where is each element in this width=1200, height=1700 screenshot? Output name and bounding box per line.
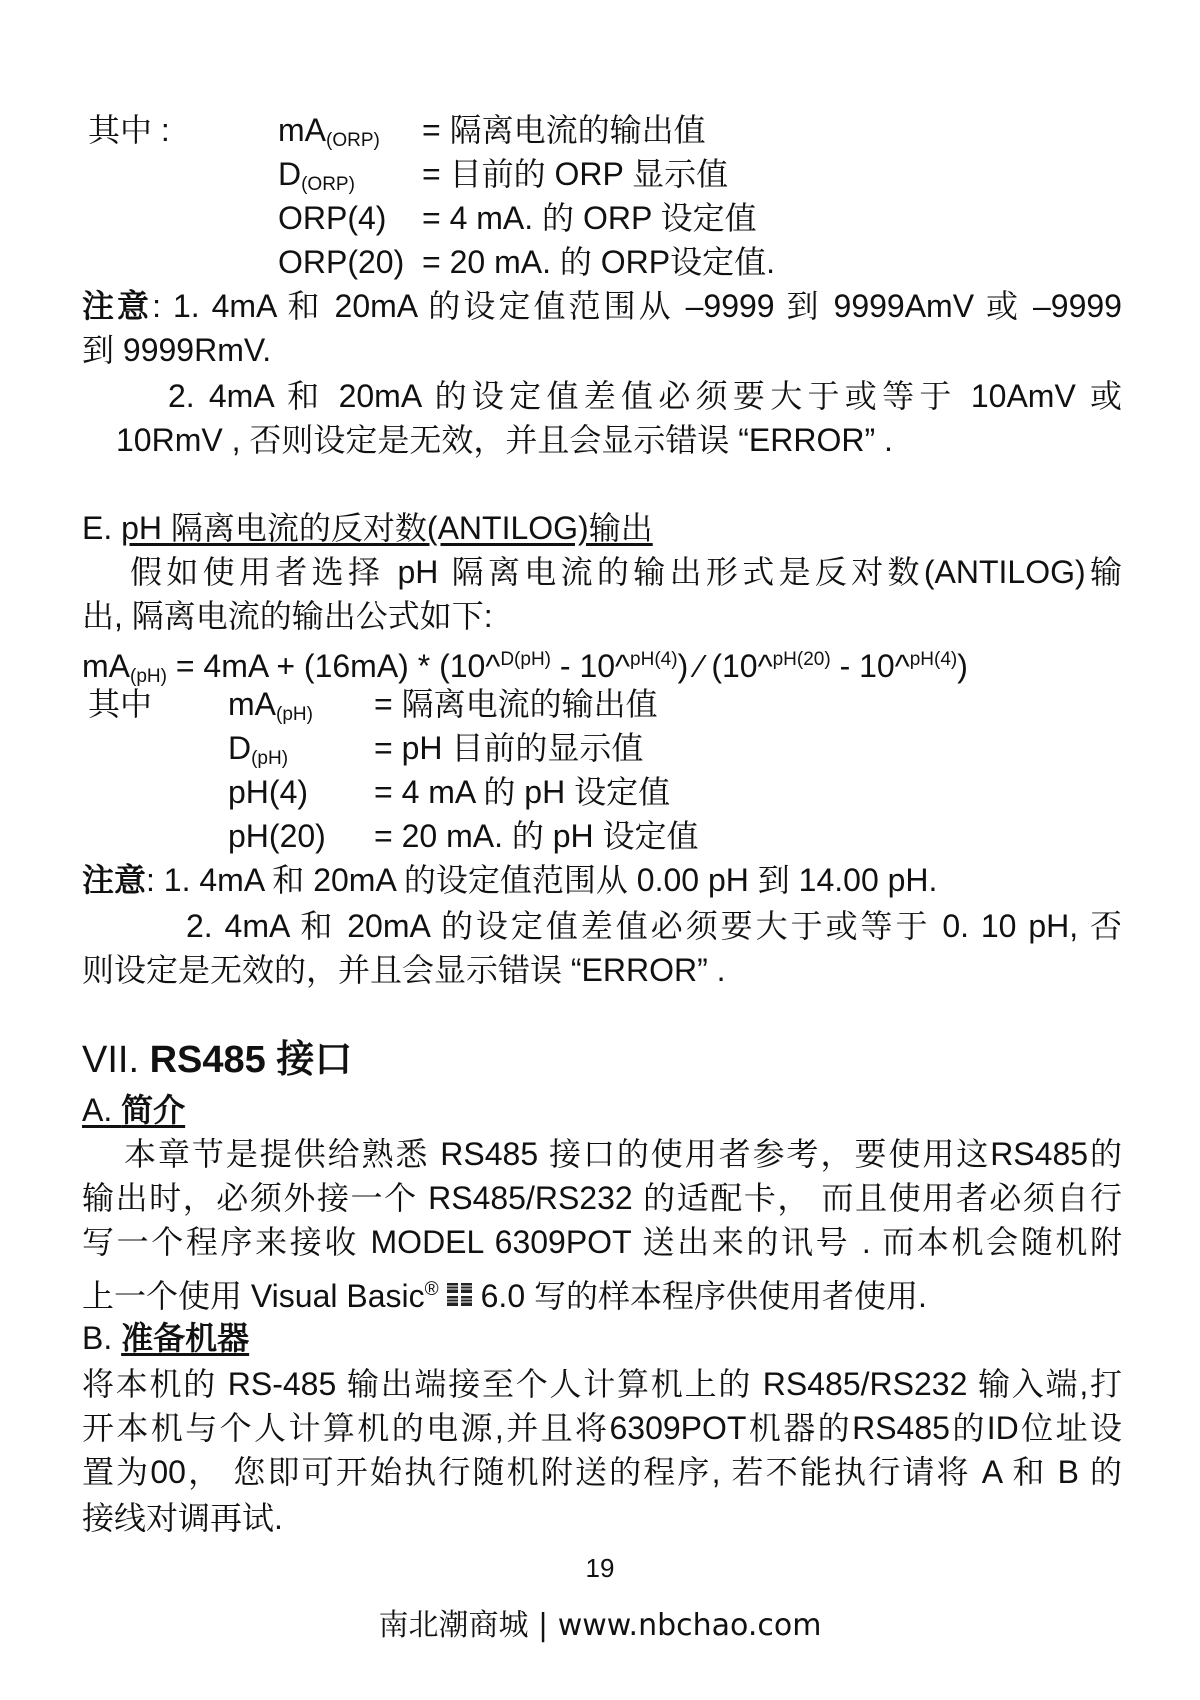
ph-var-d-def: = pH 目前的显示值 bbox=[374, 730, 644, 766]
orp-vars-lead: 其中 : bbox=[88, 112, 170, 148]
orp-var-d-name: D bbox=[278, 156, 302, 192]
orp-note-label: 注意 bbox=[82, 288, 153, 324]
subsection-a-line4 bbox=[82, 1268, 927, 1318]
ph-note-line1 bbox=[82, 858, 937, 902]
orp-note-line1 bbox=[82, 284, 1122, 328]
subsection-a-prefix: A. bbox=[82, 1092, 122, 1128]
ph-var-ma-def: = 隔离电流的输出值 bbox=[374, 686, 658, 722]
orp-var-ma-def: = 隔离电流的输出值 bbox=[422, 112, 706, 148]
formula-ma: mA bbox=[82, 648, 130, 684]
formula-part5: ) bbox=[957, 648, 968, 684]
page-number: 19 bbox=[585, 1553, 615, 1583]
formula-part4: - 10^ bbox=[830, 648, 910, 684]
formula-sup2: pH(4) bbox=[630, 649, 678, 670]
subsection-b-heading bbox=[82, 1316, 249, 1360]
orp-var-d-sub: (ORP) bbox=[301, 174, 355, 195]
section-vii-num: VII. bbox=[82, 1039, 150, 1081]
subsection-a-line2: 输出时，必须外接一个 RS485/RS232 的适配卡， 而且使用者必须自行 bbox=[82, 1180, 1122, 1216]
section-e-prefix: E. bbox=[82, 510, 122, 546]
formula-part3: ) ∕ (10^ bbox=[677, 648, 773, 684]
orp-var-orp20-def: = 20 mA. 的 ORP设定值. bbox=[422, 244, 775, 280]
subsection-a-title: 简介 bbox=[121, 1092, 186, 1128]
orp-var-orp4: ORP(4) bbox=[278, 200, 387, 236]
section-e-title: pH 隔离电流的反对数(ANTILOG)输出 bbox=[121, 510, 653, 546]
site-footer: 南北潮商城 | www.nbchao.com bbox=[378, 1608, 822, 1643]
formula-sup4: pH(4) bbox=[909, 649, 958, 670]
section-vii-heading bbox=[82, 1036, 352, 1084]
section-e-para1: 假如使用者选择 pH 隔离电流的输出形式是反对数(ANTILOG)输 bbox=[130, 554, 1122, 590]
subsection-a-heading bbox=[82, 1088, 185, 1132]
ph-var-ma-name: mA bbox=[228, 686, 276, 722]
ph-var-ph4-def: = 4 mA 的 pH 设定值 bbox=[374, 774, 671, 810]
ph-note-text1: : 1. 4mA 和 20mA 的设定值范围从 0.00 pH 到 14.00 pH. bbox=[146, 862, 938, 898]
ph-note-line2b: 则设定是无效的，并且会显示错误 “ERROR” . bbox=[82, 952, 726, 988]
ph-vars-lead: 其中 bbox=[88, 686, 153, 722]
orp-note-line2b: 10RmV , 否则设定是无效，并且会显示错误 “ERROR” . bbox=[116, 422, 893, 458]
subsection-b-line1: 将本机的 RS-485 输出端接至个人计算机上的 RS485/RS232 输入端,打 bbox=[82, 1366, 1122, 1402]
orp-note-line1b: 到 9999RmV. bbox=[82, 332, 272, 368]
orp-var-d-def: = 目前的 ORP 显示值 bbox=[422, 156, 729, 192]
orp-var-orp20: ORP(20) bbox=[278, 244, 405, 280]
ph-note-line2: 2. 4mA 和 20mA 的设定值差值必须要大于或等于 0. 10 pH, 否 bbox=[186, 908, 1122, 944]
section-e-heading bbox=[82, 506, 653, 550]
formula-ma-sub: (pH) bbox=[130, 666, 167, 687]
orp-var-ma-sub: (ORP) bbox=[326, 130, 380, 151]
orp-note-text1: : 1. 4mA 和 20mA 的设定值范围从 –9999 到 9999AmV 或 –9999 bbox=[152, 288, 1122, 324]
formula-part1: = 4mA + (16mA) * (10^ bbox=[166, 648, 501, 684]
subsection-b-line2: 开本机与个人计算机的电源,并且将6309POT机器的RS485的ID位址设 bbox=[82, 1410, 1122, 1446]
windows-logo-icon bbox=[445, 1276, 475, 1304]
section-e-para2: 出, 隔离电流的输出公式如下: bbox=[82, 598, 493, 634]
orp-note-line2: 2. 4mA 和 20mA 的设定值差值必须要大于或等于 10AmV 或 bbox=[168, 378, 1122, 414]
subsection-b-line3: 置为00， 您即可开始执行随机附送的程序, 若不能执行请将 A 和 B 的 bbox=[82, 1454, 1122, 1490]
ph-note-label: 注意 bbox=[82, 862, 147, 898]
ph-var-d-sub: (pH) bbox=[251, 748, 289, 769]
formula-part2: - 10^ bbox=[551, 648, 631, 684]
subsection-b-line4: 接线对调再试. bbox=[82, 1500, 283, 1536]
ph-var-ma-sub: (pH) bbox=[276, 704, 313, 725]
subsection-b-prefix: B. bbox=[82, 1320, 122, 1356]
subsection-b-title: 准备机器 bbox=[121, 1320, 250, 1356]
ph-var-ph4: pH(4) bbox=[228, 774, 309, 810]
subsection-a-line1: 本章节是提供给熟悉 RS485 接口的使用者参考，要使用这RS485的 bbox=[124, 1136, 1122, 1172]
formula-sup1: D(pH) bbox=[500, 649, 551, 670]
orp-var-ma-name: mA bbox=[278, 112, 326, 148]
ph-var-d-name: D bbox=[228, 730, 252, 766]
ph-var-ph20: pH(20) bbox=[228, 818, 326, 854]
subsection-a-line4-pre: 上一个使用 Visual Basic bbox=[82, 1278, 425, 1314]
subsection-a-line4-post: 6.0 写的样本程序供使用者使用. bbox=[480, 1278, 927, 1314]
formula-sup3: pH(20) bbox=[772, 649, 831, 670]
section-vii-title: RS485 接口 bbox=[149, 1039, 353, 1081]
ph-var-ph20-def: = 20 mA. 的 pH 设定值 bbox=[374, 818, 699, 854]
orp-var-orp4-def: = 4 mA. 的 ORP 设定值 bbox=[422, 200, 757, 236]
subsection-a-line3: 写一个程序来接收 MODEL 6309POT 送出来的讯号 . 而本机会随机附 bbox=[82, 1224, 1122, 1260]
registered-mark: ® bbox=[424, 1279, 439, 1300]
